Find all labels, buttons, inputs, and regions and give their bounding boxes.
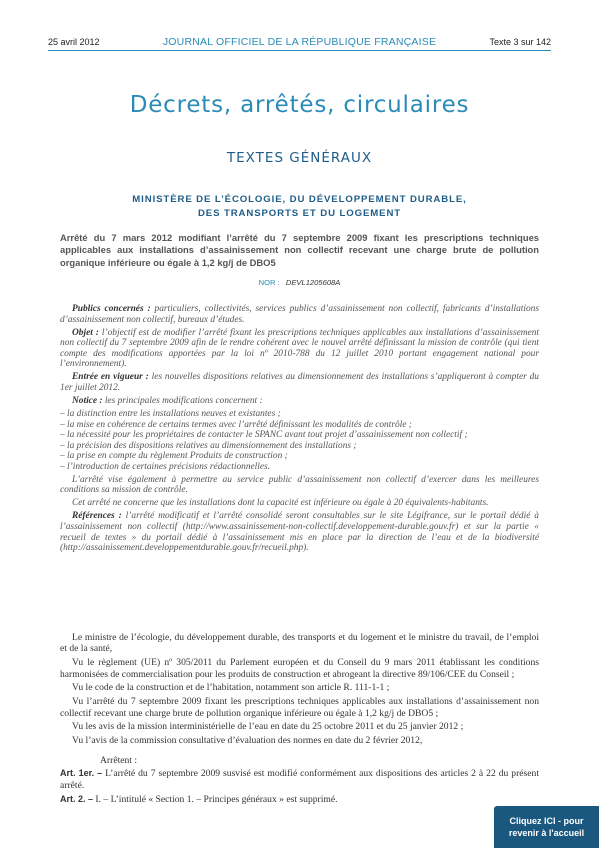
references-text: l’arrêté modificatif et l’arrêté consolidé seront consultables sur le site Légifrance, sur le portail dédié à l’assainissement non collectif (http://www.assainissement-non-collectif.developpement-durable.gouv.fr) et sur la partie « recueil de textes » du portail dédié à l’assainissement mis en place par la direction de l’eau et de la biodiversité (http://assainissement.developpementdurable.gouv.fr/recueil.php). — [60, 511, 539, 554]
home-button-line-2: revenir à l'accueil — [508, 828, 585, 838]
nor-label: NOR : — [258, 278, 280, 287]
vu-paragraph-4: Vu les avis de la mission interministérielle de l’eau en date du 25 octobre 2011 et du 25 janvier 2012 ; — [72, 721, 464, 733]
objet-label: Objet : — [72, 327, 99, 338]
notice-vise-paragraph: L’arrêté vise également à permettre au service public d’assainissement non collectif d’exercer dans les meilleures conditions sa mission de contrôle. — [60, 474, 539, 496]
notice-section — [60, 304, 539, 556]
main-title: Décrets, arrêtés, circulaires — [129, 92, 470, 118]
article-2-text: I. – L’intitulé « Section 1. – Principes généraux » est supprimé. — [93, 793, 338, 805]
notice-objet — [60, 328, 539, 370]
notice-entree — [60, 372, 539, 393]
references-label: Références : — [72, 511, 122, 522]
article-2-label: Art. 2. – — [60, 793, 94, 804]
home-button-line-1: Cliquez ICI - pour — [509, 816, 584, 826]
section-title: TEXTES GÉNÉRAUX — [226, 150, 373, 166]
list-item: – l’introduction de certaines précisions rédactionnelles. — [60, 461, 271, 472]
notice-text: les principales modifications concernent : — [102, 395, 263, 406]
text-number: Texte 3 sur 142 — [489, 37, 551, 47]
nor-reference — [0, 278, 599, 287]
page-header — [48, 35, 551, 51]
journal-title: JOURNAL OFFICIEL DE LA RÉPUBLIQUE FRANÇAISE — [162, 36, 437, 48]
list-item: – la distinction entre les installations neuves et existantes ; — [60, 408, 281, 419]
notice-intro — [60, 396, 539, 407]
article-1-label: Art. 1er. – — [60, 768, 103, 779]
header-divider — [48, 50, 551, 51]
article-1 — [60, 768, 539, 791]
ministre-paragraph: Le ministre de l’écologie, du développement durable, des transports et du logement et le ministre du travail, de l’emploi et de la santé, — [60, 632, 539, 655]
vu-paragraph-5: Vu l’avis de la commission consultative d’évaluation des normes en date du 2 février 2012, — [72, 735, 423, 747]
ministry-line-2: DES TRANSPORTS ET DU LOGEMENT — [197, 208, 402, 219]
entree-label: Entrée en vigueur : — [72, 372, 149, 383]
back-to-home-button[interactable] — [494, 806, 599, 848]
vu-paragraph-1: Vu le règlement (UE) nº 305/2011 du Parlement européen et du Conseil du 9 mars 2011 établissant les conditions harmonisées de commercialisation pour les produits de construction et abrogeant la directive 89/106/CEE du Conseil ; — [60, 657, 539, 680]
ministry-heading — [60, 193, 539, 221]
objet-text: l’objectif est de modifier l’arrêté fixant les prescriptions techniques applicables aux installations d’assainissement non collectif du 7 septembre 2009 afin de le rendre cohérent avec le nouvel arrêté définissant la mission de contrôle (qui tient compte des modifications apportées par la loi nº 2010-788 du 12 juillet 2010 portant engagement national pour l’environnement). — [60, 327, 539, 370]
notice-label: Notice : — [72, 395, 103, 406]
vu-paragraph-2: Vu le code de la construction et de l’habitation, notamment son article R. 111-1-1 ; — [72, 682, 390, 694]
list-item: – la mise en cohérence de certains termes avec l’arrêté définissant les modalités de contrôle ; — [60, 419, 412, 430]
notice-references — [60, 511, 539, 553]
nor-code: DEVL1205608A — [285, 278, 341, 287]
list-item: – la prise en compte du règlement Produits de construction ; — [60, 451, 288, 462]
notice-publics — [60, 304, 539, 325]
notice-concerne-paragraph: Cet arrêté ne concerne que les installations dont la capacité est inférieure ou égale à 20 équivalents-habitants. — [72, 498, 489, 509]
modifications-list — [60, 409, 539, 473]
vu-paragraph-3: Vu l’arrêté du 7 septembre 2009 fixant les prescriptions techniques applicables aux installations d’assainissement non collectif recevant une charge brute de pollution organique inférieure ou égale à 1,2 kg/j de DBO5 ; — [60, 696, 539, 719]
publics-text: particuliers, collectivités, services publics d’assainissement non collectif, fabricants d’installations d’assainissement non collectif, bureaux d’études. — [60, 304, 540, 325]
list-item: – la précision des dispositions relatives au dimensionnement des installations ; — [60, 440, 357, 451]
publication-date: 25 avril 2012 — [48, 37, 100, 47]
entree-text: les nouvelles dispositions relatives au dimensionnement des installations s’appliqueront à compter du 1er juillet 2012. — [60, 372, 539, 393]
publics-label: Publics concernés : — [72, 304, 151, 314]
article-1-text: L’arrêté du 7 septembre 2009 susvisé est modifié conformément aux dispositions des articles 2 à 22 du présent arrêté. — [60, 768, 540, 791]
decree-body — [60, 632, 539, 807]
arretent-heading: Arrêtent : — [100, 754, 138, 766]
arrete-title: Arrêté du 7 mars 2012 modifiant l’arrêté du 7 septembre 2009 fixant les prescriptions techniques applicables aux installations d’assainissement non collectif recevant une charge brute de pollution organique inférieure ou égale à 1,2 kg/j de DBO5 — [60, 232, 539, 268]
article-2 — [60, 794, 539, 805]
ministry-line-1: MINISTÈRE DE L’ÉCOLOGIE, DU DÉVELOPPEMENT DURABLE, — [132, 194, 467, 205]
list-item: – la nécessité pour les propriétaires de contacter le SPANC avant tout projet d’assainissement non collectif ; — [60, 430, 468, 441]
